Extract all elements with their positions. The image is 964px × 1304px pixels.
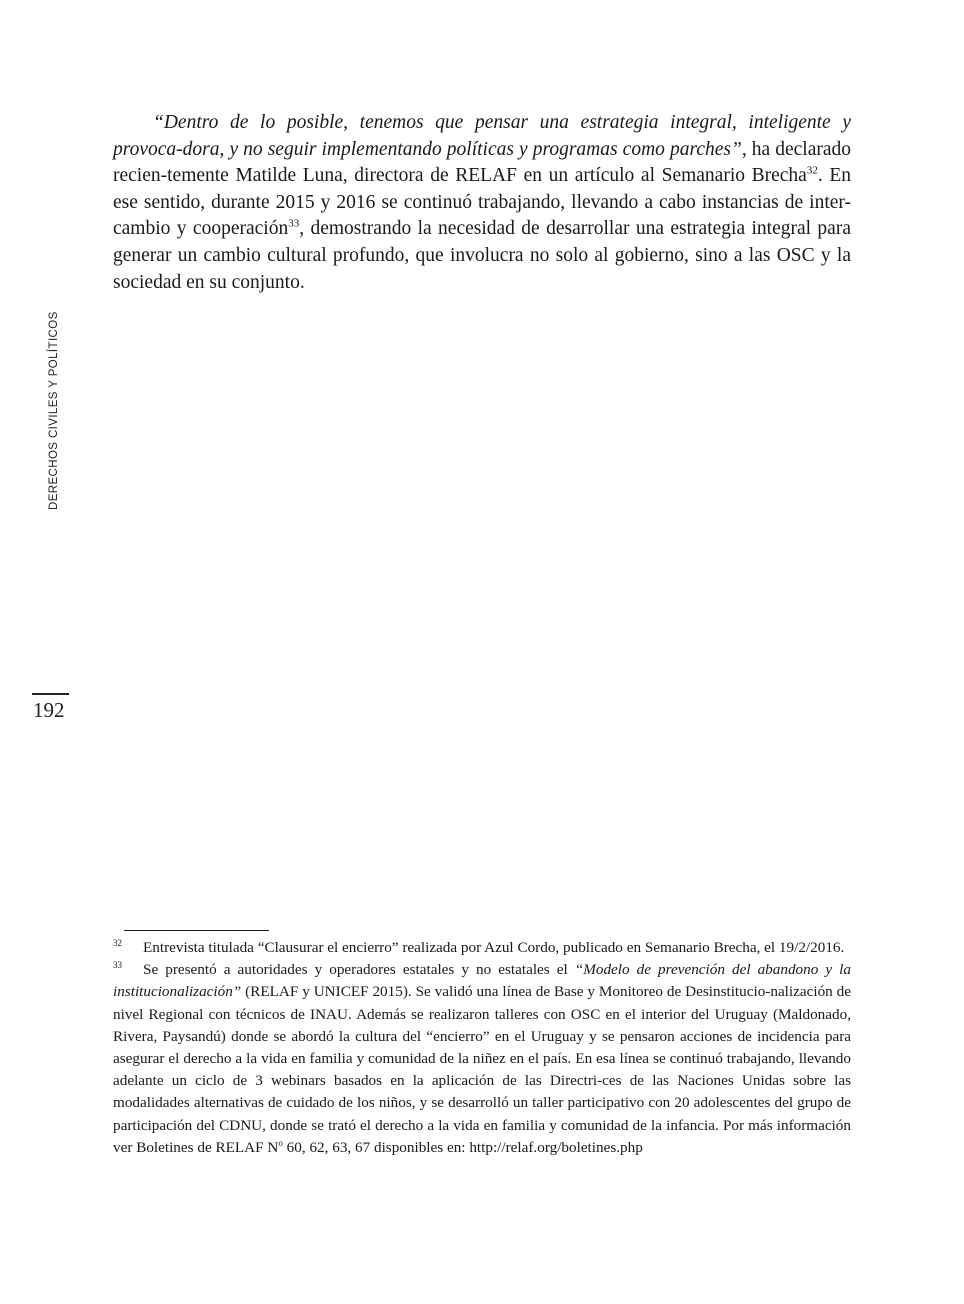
page-number-rule (32, 693, 69, 695)
footnote-text-b: (RELAF y UNICEF 2015). Se validó una línea de Base y Monitoreo de Desinstitucio-nalización de nivel Regional con técnicos de INAU. Además se realizaron talleres con OSC en el interior del Uruguay (Maldonado, Rivera, Paysandú) donde se abordó la cultura del “encierro” en el Uruguay y se pensaron acciones de incidencia para asegurar el derecho a la vida en familia y comunidad de la niñez en el país. En esa línea se continuó trabajando, llevando adelante un ciclo de 3 webinars basados en la aplicación de las Directri-ces de las Naciones Unidas sobre las modalidades alternativas de cuidado de los niños, y se desarrolló un taller participativo con 20 adolescentes del grupo de participación del CDNU, donde se trató el derecho a la vida en familia y comunidad de la infancia. Por más información ver Boletines de RELAF N (113, 983, 851, 1156)
quote-text: “Dentro de lo posible, tenemos que pensar una estrategia integral, inteligente y provoca-dora, y no seguir implementando políticas y programas como parches” (113, 112, 851, 160)
footnote-text-a: Se presentó a autoridades y operadores estatales y no estatales el (143, 961, 575, 979)
footnote-ref-32[interactable]: 32 (806, 164, 818, 177)
main-paragraph (113, 110, 851, 296)
section-side-label: DERECHOS CIVILES Y POLÍTICOS (48, 311, 60, 510)
paragraph-text (113, 110, 851, 296)
footnote-italic-title: “Modelo de prevención del abandono y la institucionalización” (113, 961, 851, 1001)
paragraph-text-c: , demostrando la necesidad de desarrollar una estrategia integral para generar un cambio cultural profundo, que involucra no solo al gobierno, sino a las OSC y la sociedad en su conjunto. (113, 218, 851, 293)
footnote-ref-33[interactable]: 33 (288, 217, 300, 230)
paragraph-text-b: . En ese sentido, durante 2015 y 2016 se continuó trabajando, llevando a cabo instancias de inter-cambio y cooperación (113, 165, 851, 240)
ordinal-indicator: o (278, 1137, 283, 1148)
footnote-text-c: 60, 62, 63, 67 disponibles en: http://relaf.org/boletines.php (282, 1138, 643, 1156)
footnote-text: Entrevista titulada “Clausurar el encierro” realizada por Azul Cordo, publicado en Semanario Brecha, el 19/2/2016. (143, 939, 845, 956)
footnote-32: 32 Entrevista titulada “Clausurar el encierro” realizada por Azul Cordo, publicado en Semanario Brecha, el 19/2/2016. (113, 937, 845, 956)
footnote-separator (124, 930, 269, 931)
page-number: 192 (33, 698, 65, 722)
footnote-33: 33 Se presentó a autoridades y operadores estatales y no estatales el “Modelo de prevención del abandono y la institucionalización” (RELAF y UNICEF 2015). Se validó una línea de Base y Monitoreo de Desinstitucio-nalización de nivel Regional con técnicos de INAU. Además se realizaron talleres con OSC en el interior del Uruguay (Maldonado, Rivera, Paysandú) donde se abordó la cultura del “encierro” en el Uruguay y se pensaron acciones de incidencia para asegurar el derecho a la vida en familia y comunidad de la niñez en el país. En esa línea se continuó trabajando, llevando adelante un ciclo de 3 webinars basados en la aplicación de las Directri-ces de las Naciones Unidas sobre las modalidades alternativas de cuidado de los niños, y se desarrolló un taller participativo con 20 adolescentes del grupo de participación del CDNU, donde se trató el derecho a la vida en familia y comunidad de la infancia. Por más información ver Boletines de RELAF N$^o$ 60, 62, 63, 67 disponibles en: http://relaf.org/boletines.php (113, 960, 851, 1156)
paragraph-text-a: , ha declarado recien-temente Matilde Luna, directora de RELAF en un artículo al Semanario Brecha (113, 138, 852, 187)
footnotes (113, 937, 851, 1159)
